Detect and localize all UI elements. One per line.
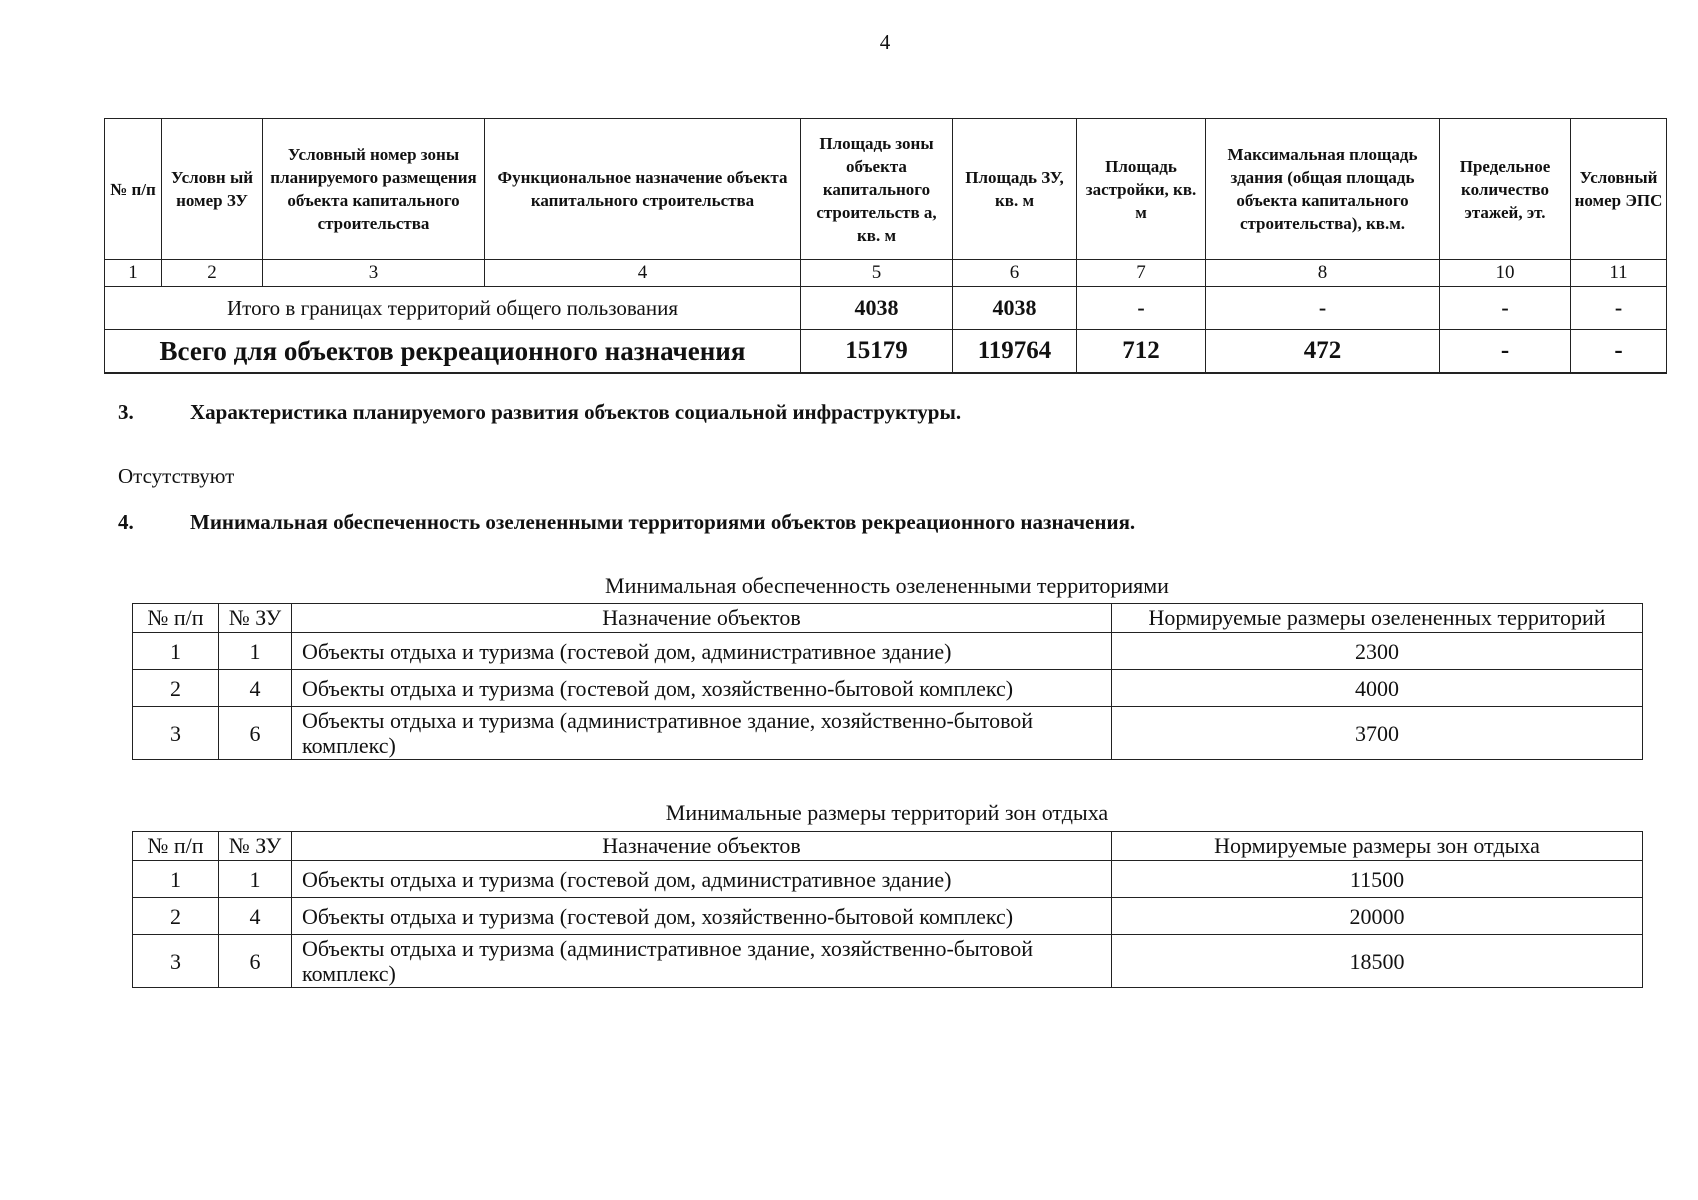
object-purpose: Объекты отдыха и туризма (гостевой дом, хозяйственно-бытовой комплекс) bbox=[292, 670, 1112, 707]
page-number: 4 bbox=[879, 30, 891, 54]
table-row bbox=[133, 707, 1643, 760]
zu-number: 1 bbox=[219, 633, 292, 670]
zu-number: 1 bbox=[219, 861, 292, 898]
rest-zones-table bbox=[132, 831, 1643, 988]
object-purpose: Объекты отдыха и туризма (гостевой дом, хозяйственно-бытовой комплекс) bbox=[292, 898, 1112, 935]
header-cell: № ЗУ bbox=[219, 832, 292, 861]
column-number: 4 bbox=[485, 260, 801, 287]
norm-value: 4000 bbox=[1112, 670, 1643, 707]
header-cell: Нормируемые размеры озелененных территорий bbox=[1112, 604, 1643, 633]
subtotal-value: - bbox=[1077, 287, 1206, 330]
table-row bbox=[133, 935, 1643, 988]
table-row bbox=[133, 898, 1643, 935]
column-number: 11 bbox=[1571, 260, 1667, 287]
subtotal-value: - bbox=[1440, 287, 1571, 330]
header-cell: Назначение объектов bbox=[292, 604, 1112, 633]
header-cell: Предельное количество этажей, эт. bbox=[1440, 119, 1571, 260]
norm-value: 18500 bbox=[1112, 935, 1643, 988]
header-cell: № п/п bbox=[105, 119, 162, 260]
section-number: 4. bbox=[118, 510, 134, 534]
object-purpose: Объекты отдыха и туризма (административное здание, хозяйственно-бытовой комплекс) bbox=[292, 935, 1112, 988]
column-number: 5 bbox=[801, 260, 953, 287]
zu-number: 4 bbox=[219, 898, 292, 935]
column-number: 8 bbox=[1206, 260, 1440, 287]
total-value: 712 bbox=[1077, 330, 1206, 374]
table-row bbox=[133, 861, 1643, 898]
row-number: 1 bbox=[133, 633, 219, 670]
header-cell: № ЗУ bbox=[219, 604, 292, 633]
header-cell: Условн ый номер ЗУ bbox=[162, 119, 263, 260]
header-cell: Максимальная площадь здания (общая площадь объекта капитального строительства), кв.м. bbox=[1206, 119, 1440, 260]
zu-number: 6 bbox=[219, 707, 292, 760]
section-title: Минимальная обеспеченность озелененными территориями объектов рекреационного назначения. bbox=[190, 510, 1136, 534]
subtotal-value: - bbox=[1206, 287, 1440, 330]
header-cell: Функциональное назначение объекта капитального строительства bbox=[485, 119, 801, 260]
total-row bbox=[105, 330, 1667, 374]
column-number: 2 bbox=[162, 260, 263, 287]
green-table-caption: Минимальная обеспеченность озелененными территориями bbox=[605, 573, 1169, 598]
row-number: 3 bbox=[133, 935, 219, 988]
header-cell: № п/п bbox=[133, 604, 219, 633]
column-number: 3 bbox=[263, 260, 485, 287]
object-purpose: Объекты отдыха и туризма (гостевой дом, административное здание) bbox=[292, 861, 1112, 898]
subtotal-value: - bbox=[1571, 287, 1667, 330]
header-cell: Площадь застройки, кв. м bbox=[1077, 119, 1206, 260]
header-cell: Назначение объектов bbox=[292, 832, 1112, 861]
subtotal-value: 4038 bbox=[953, 287, 1077, 330]
column-number: 1 bbox=[105, 260, 162, 287]
column-number: 7 bbox=[1077, 260, 1206, 287]
section-number: 3. bbox=[118, 400, 134, 424]
rest-table-caption: Минимальные размеры территорий зон отдыха bbox=[665, 800, 1109, 825]
header-cell: Условный номер ЭПС bbox=[1571, 119, 1667, 260]
column-number-row bbox=[105, 260, 1667, 287]
total-value: 15179 bbox=[801, 330, 953, 374]
norm-value: 20000 bbox=[1112, 898, 1643, 935]
subtotal-value: 4038 bbox=[801, 287, 953, 330]
header-row bbox=[105, 119, 1667, 260]
column-number: 10 bbox=[1440, 260, 1571, 287]
total-value: 119764 bbox=[953, 330, 1077, 374]
zu-number: 6 bbox=[219, 935, 292, 988]
norm-value: 11500 bbox=[1112, 861, 1643, 898]
norm-value: 2300 bbox=[1112, 633, 1643, 670]
norm-value: 3700 bbox=[1112, 707, 1643, 760]
object-purpose: Объекты отдыха и туризма (гостевой дом, административное здание) bbox=[292, 633, 1112, 670]
header-cell: Условный номер зоны планируемого размещения объекта капитального строительства bbox=[263, 119, 485, 260]
section-3-heading bbox=[118, 400, 961, 425]
section-4-heading bbox=[118, 510, 1135, 535]
row-number: 3 bbox=[133, 707, 219, 760]
section-3-text: Отсутствуют bbox=[118, 464, 235, 488]
zu-number: 4 bbox=[219, 670, 292, 707]
total-label: Всего для объектов рекреационного назначения bbox=[105, 330, 801, 374]
row-number: 2 bbox=[133, 670, 219, 707]
header-row bbox=[133, 604, 1643, 633]
header-cell: Площадь ЗУ, кв. м bbox=[953, 119, 1077, 260]
column-number: 6 bbox=[953, 260, 1077, 287]
header-cell: Площадь зоны объекта капитального строительств а, кв. м bbox=[801, 119, 953, 260]
table-row bbox=[133, 670, 1643, 707]
subtotal-row bbox=[105, 287, 1667, 330]
header-cell: № п/п bbox=[133, 832, 219, 861]
objects-summary-table bbox=[104, 118, 1667, 374]
header-cell: Нормируемые размеры зон отдыха bbox=[1112, 832, 1643, 861]
row-number: 2 bbox=[133, 898, 219, 935]
total-value: - bbox=[1440, 330, 1571, 374]
total-value: 472 bbox=[1206, 330, 1440, 374]
object-purpose: Объекты отдыха и туризма (административное здание, хозяйственно-бытовой комплекс) bbox=[292, 707, 1112, 760]
green-areas-table bbox=[132, 603, 1643, 760]
header-row bbox=[133, 832, 1643, 861]
total-value: - bbox=[1571, 330, 1667, 374]
subtotal-label: Итого в границах территорий общего пользования bbox=[105, 287, 801, 330]
row-number: 1 bbox=[133, 861, 219, 898]
section-title: Характеристика планируемого развития объектов социальной инфраструктуры. bbox=[190, 400, 962, 424]
table-row bbox=[133, 633, 1643, 670]
